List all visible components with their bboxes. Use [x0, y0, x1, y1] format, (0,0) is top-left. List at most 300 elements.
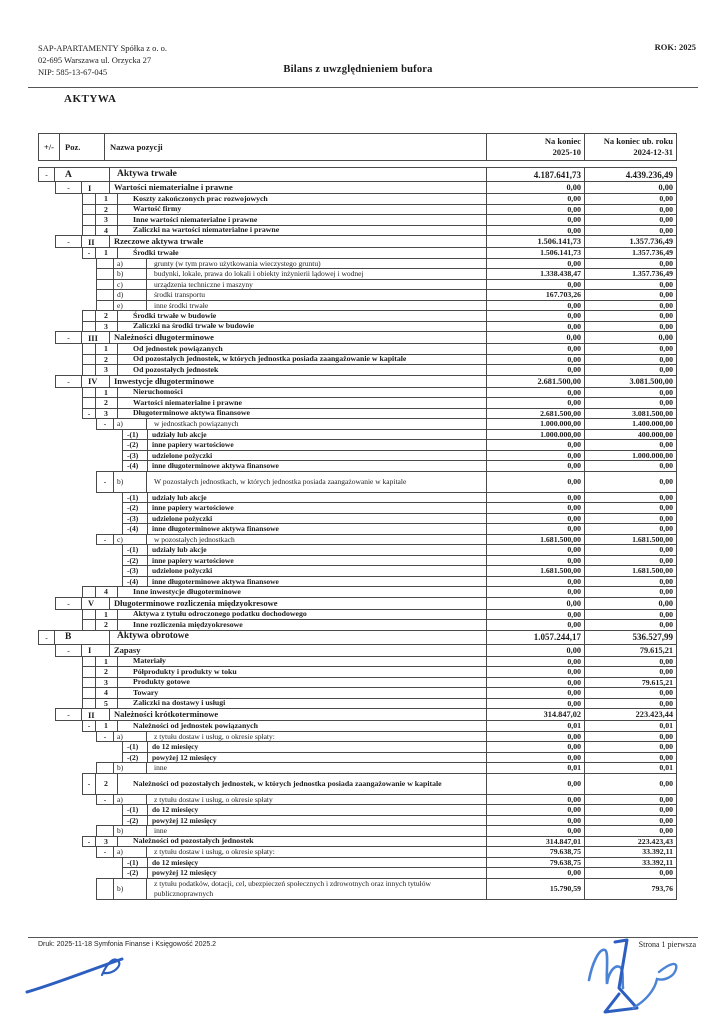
row-name-cell: Wartości niematerialne i prawne — [117, 397, 487, 409]
row-value-previous: 0,00 — [584, 460, 677, 472]
row-name-cell: inne długoterminowe aktywa finansowe — [147, 460, 487, 472]
signature-right-ink — [575, 938, 700, 1020]
row-marker-cell: - — [55, 644, 82, 657]
row-marker-cell: - — [55, 331, 82, 344]
row-label-cell: -(1) — [122, 429, 148, 441]
row-name-cell: z tytułu dostaw i usług, o okresie spłaty: — [146, 846, 487, 858]
row-value-current: 0,00 — [486, 397, 585, 409]
row-value-previous: 0,00 — [584, 687, 677, 699]
signature-left-ink — [22, 948, 162, 1000]
row-marker-cell: - — [38, 630, 55, 645]
row-label-cell: -(2) — [122, 752, 148, 764]
row-label-cell: b) — [113, 878, 147, 900]
row-marker-cell: - — [82, 247, 96, 259]
row-label-cell: e) — [113, 300, 147, 312]
row-name-cell: Należności krótkoterminowe — [109, 708, 487, 721]
row-value-current: 0,00 — [486, 214, 585, 226]
header-col-previous — [584, 133, 677, 161]
row-value-current: 0,00 — [486, 279, 585, 291]
row-value-current: 0,00 — [486, 544, 585, 556]
row-value-current: 0,00 — [486, 354, 585, 366]
row-label-cell: 2 — [95, 619, 118, 631]
row-value-current: 1.000.000,00 — [486, 429, 585, 441]
row-label-cell: 2 — [95, 354, 118, 366]
row-name-cell: inne długoterminowe aktywa finansowe — [147, 576, 487, 588]
row-label-cell: -(1) — [122, 544, 148, 556]
year-label: ROK: 2025 — [654, 42, 696, 52]
row-value-previous: 0,00 — [584, 214, 677, 226]
row-label-cell: c) — [113, 534, 147, 546]
row-marker-cell — [96, 878, 114, 900]
row-value-current: 79.638,75 — [486, 846, 585, 858]
row-value-previous: 4.439.236,49 — [584, 167, 677, 182]
row-name-cell: Rzeczowe aktywa trwałe — [109, 235, 487, 248]
row-name-cell: Długoterminowe aktywa finansowe — [117, 408, 487, 420]
row-marker-cell: - — [82, 773, 96, 795]
row-label-cell: 1 — [95, 720, 118, 732]
row-value-previous: 0,00 — [584, 300, 677, 312]
footer-print-info: Druk: 2025-11-18 Symfonia Finanse i Księgowość 2025.2 — [38, 941, 217, 948]
row-name-cell: w pozostałych jednostkach — [146, 534, 487, 546]
row-label-cell: I — [81, 181, 110, 194]
row-value-current: 314.847,01 — [486, 836, 585, 848]
row-name-cell: inne długoterminowe aktywa finansowe — [147, 523, 487, 535]
row-label-cell: 5 — [95, 698, 118, 710]
row-label-cell: d) — [113, 289, 147, 301]
row-name-cell: inne środki trwałe — [146, 300, 487, 312]
company-address: 02-695 Warszawa ul. Orzycka 27 — [38, 55, 152, 65]
row-marker-cell: - — [55, 597, 82, 610]
row-name-cell: Aktywa z tytułu odroczonego podatku dochodowego — [117, 609, 487, 621]
row-value-current: 0,00 — [486, 586, 585, 598]
row-value-current: 0,00 — [486, 597, 585, 610]
row-label-cell: -(1) — [122, 492, 148, 504]
row-name-cell: Aktywa trwałe — [109, 167, 487, 182]
footer-page-number: Strona 1 pierwsza — [638, 940, 696, 949]
row-value-previous: 0,00 — [584, 397, 677, 409]
row-name-cell: Należności długoterminowe — [109, 331, 487, 344]
row-value-current: 0,00 — [486, 656, 585, 668]
row-value-current: 0,00 — [486, 300, 585, 312]
row-value-current: 15.790,59 — [486, 878, 585, 900]
row-label-cell: -(2) — [122, 867, 148, 879]
row-value-current: 0,00 — [486, 450, 585, 462]
row-label-cell: b) — [113, 762, 147, 774]
row-value-previous: 0,00 — [584, 656, 677, 668]
row-value-previous: 0,01 — [584, 720, 677, 732]
row-marker-cell: - — [96, 534, 114, 546]
row-value-current: 0,00 — [486, 343, 585, 355]
row-value-previous: 536.527,99 — [584, 630, 677, 645]
row-name-cell: Wartość firmy — [117, 204, 487, 216]
row-value-previous: 0,00 — [584, 555, 677, 567]
row-value-previous: 0,00 — [584, 181, 677, 194]
row-label-cell: -(2) — [122, 502, 148, 514]
row-value-previous: 223.423,44 — [584, 708, 677, 721]
row-value-current: 0,00 — [486, 687, 585, 699]
row-label-cell: 3 — [95, 321, 118, 333]
row-value-previous: 0,00 — [584, 825, 677, 837]
row-label-cell: 2 — [95, 666, 118, 678]
row-value-previous: 0,00 — [584, 439, 677, 451]
row-value-previous: 0,00 — [584, 289, 677, 301]
row-name-cell: Długoterminowe rozliczenia międzyokresowe — [109, 597, 487, 610]
row-value-current: 1.681.500,00 — [486, 534, 585, 546]
row-label-cell: a) — [113, 846, 147, 858]
row-label-cell: 3 — [95, 364, 118, 376]
row-name-cell: Zaliczki na wartości niematerialne i prawne — [117, 225, 487, 237]
table-row — [38, 630, 677, 645]
table-row — [38, 773, 677, 795]
row-value-previous: 0,00 — [584, 773, 677, 795]
row-label-cell: -(1) — [122, 741, 148, 753]
row-value-previous: 0,00 — [584, 310, 677, 322]
row-value-current: 0,00 — [486, 804, 585, 816]
row-label-cell: a) — [113, 418, 147, 430]
row-label-cell: -(3) — [122, 513, 148, 525]
row-value-current: 0,00 — [486, 555, 585, 567]
row-value-previous: 0,00 — [584, 731, 677, 743]
row-label-cell: 2 — [95, 204, 118, 216]
row-label-cell: III — [81, 331, 110, 344]
row-label-cell: -(3) — [122, 450, 148, 462]
row-label-cell: -(4) — [122, 460, 148, 472]
row-label-cell: a) — [113, 731, 147, 743]
row-label-cell: -(1) — [122, 804, 148, 816]
row-name-cell: Półprodukty i produkty w toku — [117, 666, 487, 678]
row-value-current: 0,00 — [486, 815, 585, 827]
row-label-cell: II — [81, 235, 110, 248]
row-name-cell: z tytułu podatków, dotacji, cel, ubezpieczeń społecznych i zdrowotnych oraz innych tytułów publicznoprawnych — [146, 878, 487, 900]
row-name-cell: udzielone pożyczki — [147, 450, 487, 462]
row-value-previous: 223.423,43 — [584, 836, 677, 848]
row-label-cell: 1 — [95, 387, 118, 399]
row-label-cell: 4 — [95, 586, 118, 598]
row-name-cell: urządzenia techniczne i maszyny — [146, 279, 487, 291]
row-value-previous: 3.081.500,00 — [584, 375, 677, 388]
row-name-cell: Materiały — [117, 656, 487, 668]
row-value-previous: 0,00 — [584, 666, 677, 678]
row-label-cell: -(2) — [122, 815, 148, 827]
row-value-current: 0,00 — [486, 502, 585, 514]
row-label-cell: 1 — [95, 343, 118, 355]
row-value-current: 1.506.141,73 — [486, 247, 585, 259]
row-name-cell: Inne rozliczenia międzyokresowe — [117, 619, 487, 631]
row-value-current: 0,00 — [486, 258, 585, 270]
row-value-previous: 0,00 — [584, 471, 677, 493]
section-title-aktywa: AKTYWA — [64, 93, 117, 105]
row-label-cell: 4 — [95, 225, 118, 237]
header-col-current — [486, 133, 585, 161]
row-value-previous: 1.357.736,49 — [584, 235, 677, 248]
row-value-previous: 0,00 — [584, 321, 677, 333]
row-value-current: 2.681.500,00 — [486, 375, 585, 388]
row-value-previous: 0,00 — [584, 597, 677, 610]
row-marker-cell: - — [96, 471, 114, 493]
row-value-previous: 0,00 — [584, 513, 677, 525]
row-name-cell: powyżej 12 miesięcy — [147, 815, 487, 827]
row-value-previous: 0,00 — [584, 492, 677, 504]
row-value-previous: 0,00 — [584, 225, 677, 237]
row-name-cell: w jednostkach powiązanych — [146, 418, 487, 430]
table-header-row — [38, 133, 677, 161]
row-marker-cell: - — [55, 235, 82, 248]
row-label-cell: -(4) — [122, 576, 148, 588]
row-label-cell: 2 — [95, 773, 118, 795]
row-value-previous: 33.392,11 — [584, 846, 677, 858]
row-marker-cell: - — [96, 846, 114, 858]
row-name-cell: Środki trwałe — [117, 247, 487, 259]
row-value-current: 1.338.438,47 — [486, 268, 585, 280]
row-value-previous: 0,00 — [584, 193, 677, 205]
row-label-cell: 3 — [95, 214, 118, 226]
row-marker-cell: - — [82, 836, 96, 848]
table-row — [38, 471, 677, 493]
row-value-current: 2.681.500,00 — [486, 408, 585, 420]
row-value-current: 0,00 — [486, 310, 585, 322]
row-marker-cell: - — [55, 375, 82, 388]
row-label-cell: -(4) — [122, 523, 148, 535]
row-name-cell: Od pozostałych jednostek, w których jednostka posiada zaangażowanie w kapitale — [117, 354, 487, 366]
row-value-previous: 0,00 — [584, 804, 677, 816]
row-label-cell: A — [54, 167, 110, 182]
row-name-cell: inne papiery wartościowe — [147, 439, 487, 451]
row-value-previous: 0,00 — [584, 204, 677, 216]
row-label-cell: 1 — [95, 609, 118, 621]
report-title: Bilans z uwzględnieniem bufora — [283, 64, 433, 75]
row-value-current: 0,00 — [486, 867, 585, 879]
header-col-previous-line2: 2024-12-31 — [633, 147, 673, 157]
row-value-current: 0,00 — [486, 609, 585, 621]
row-value-current: 0,00 — [486, 698, 585, 710]
table-body — [38, 167, 677, 900]
row-value-previous: 1.681.500,00 — [584, 565, 677, 577]
row-name-cell: do 12 miesięcy — [147, 804, 487, 816]
row-value-previous: 793,76 — [584, 878, 677, 900]
row-name-cell: do 12 miesięcy — [147, 857, 487, 869]
row-name-cell: Środki trwałe w budowie — [117, 310, 487, 322]
row-name-cell: Produkty gotowe — [117, 677, 487, 689]
row-value-current: 0,00 — [486, 752, 585, 764]
row-label-cell: B — [54, 630, 110, 645]
row-value-current: 0,00 — [486, 825, 585, 837]
row-marker-cell: - — [55, 181, 82, 194]
row-marker-cell: - — [82, 720, 96, 732]
header-name: Nazwa pozycji — [104, 133, 487, 161]
row-name-cell: Towary — [117, 687, 487, 699]
row-label-cell: I — [81, 644, 110, 657]
row-value-current: 0,00 — [486, 204, 585, 216]
row-label-cell: b) — [113, 471, 147, 493]
row-marker-cell: - — [96, 418, 114, 430]
row-label-cell: 3 — [95, 836, 118, 848]
row-value-previous: 0,00 — [584, 698, 677, 710]
row-value-previous: 0,00 — [584, 331, 677, 344]
row-name-cell: Zaliczki na środki trwałe w budowie — [117, 321, 487, 333]
row-value-previous: 0,00 — [584, 586, 677, 598]
row-name-cell: inne papiery wartościowe — [147, 502, 487, 514]
table-row — [38, 878, 677, 900]
row-name-cell: środki transportu — [146, 289, 487, 301]
row-value-previous: 0,00 — [584, 867, 677, 879]
row-name-cell: udziały lub akcje — [147, 429, 487, 441]
row-label-cell: 1 — [95, 193, 118, 205]
row-value-previous: 1.000.000,00 — [584, 450, 677, 462]
row-value-current: 0,00 — [486, 439, 585, 451]
header-plus-minus: +/- — [38, 133, 60, 161]
row-value-previous: 0,00 — [584, 387, 677, 399]
row-value-current: 0,00 — [486, 492, 585, 504]
row-label-cell: 1 — [95, 247, 118, 259]
header-col-previous-line1: Na koniec ub. roku — [603, 136, 673, 146]
row-value-current: 0,00 — [486, 666, 585, 678]
row-value-current: 0,00 — [486, 225, 585, 237]
row-value-current: 0,00 — [486, 576, 585, 588]
row-value-previous: 0,00 — [584, 794, 677, 806]
row-value-previous: 400.000,00 — [584, 429, 677, 441]
row-value-current: 0,00 — [486, 644, 585, 657]
row-value-previous: 0,01 — [584, 762, 677, 774]
row-name-cell: Nieruchomości — [117, 387, 487, 399]
row-value-previous: 0,00 — [584, 815, 677, 827]
row-value-previous: 79.615,21 — [584, 644, 677, 657]
row-value-current: 0,00 — [486, 773, 585, 795]
row-name-cell: inne — [146, 762, 487, 774]
row-value-previous: 1.400.000,00 — [584, 418, 677, 430]
company-nip: NIP: 585-13-67-045 — [38, 67, 108, 77]
row-value-previous: 0,00 — [584, 741, 677, 753]
row-value-previous: 1.357.736,49 — [584, 247, 677, 259]
row-marker-cell: - — [38, 167, 55, 182]
row-name-cell: Inne wartości niematerialne i prawne — [117, 214, 487, 226]
row-name-cell: z tytułu dostaw i usług, o okresie spłaty: — [146, 731, 487, 743]
row-value-current: 0,01 — [486, 720, 585, 732]
row-value-previous: 0,00 — [584, 523, 677, 535]
row-value-previous: 0,00 — [584, 502, 677, 514]
row-value-previous: 33.392,11 — [584, 857, 677, 869]
balance-table — [38, 133, 677, 900]
row-marker-cell: - — [82, 408, 96, 420]
row-label-cell: c) — [113, 279, 147, 291]
row-marker-cell: - — [96, 731, 114, 743]
row-value-current: 0,00 — [486, 331, 585, 344]
row-value-previous: 0,00 — [584, 576, 677, 588]
row-name-cell: Należności od jednostek powiązanych — [117, 720, 487, 732]
row-name-cell: grunty (w tym prawo użytkowania wieczystego gruntu) — [146, 258, 487, 270]
row-value-current: 1.681.500,00 — [486, 565, 585, 577]
row-value-previous: 0,00 — [584, 752, 677, 764]
row-name-cell: Zapasy — [109, 644, 487, 657]
row-label-cell: a) — [113, 794, 147, 806]
row-value-current: 1.000.000,00 — [486, 418, 585, 430]
row-name-cell: Zaliczki na dostawy i usługi — [117, 698, 487, 710]
row-name-cell: powyżej 12 miesięcy — [147, 867, 487, 879]
row-name-cell: Aktywa obrotowe — [109, 630, 487, 645]
row-name-cell: z tytułu dostaw i usług, o okresie spłaty — [146, 794, 487, 806]
row-label-cell: a) — [113, 258, 147, 270]
row-value-current: 1.506.141,73 — [486, 235, 585, 248]
row-value-current: 314.847,02 — [486, 708, 585, 721]
header-col-current-line1: Na koniec — [544, 136, 581, 146]
header-divider — [28, 87, 698, 88]
row-name-cell: Inwestycje długoterminowe — [109, 375, 487, 388]
row-value-previous: 79.615,21 — [584, 677, 677, 689]
row-name-cell: udziały lub akcje — [147, 492, 487, 504]
row-value-current: 1.057.244,17 — [486, 630, 585, 645]
row-value-previous: 0,00 — [584, 619, 677, 631]
row-value-current: 0,00 — [486, 321, 585, 333]
row-value-previous: 3.081.500,00 — [584, 408, 677, 420]
row-value-current: 167.703,26 — [486, 289, 585, 301]
row-label-cell: 2 — [95, 397, 118, 409]
row-label-cell: 3 — [95, 408, 118, 420]
row-value-previous: 0,00 — [584, 279, 677, 291]
row-value-previous: 0,00 — [584, 544, 677, 556]
row-marker-cell: - — [96, 794, 114, 806]
row-value-current: 0,00 — [486, 741, 585, 753]
row-name-cell: W pozostałych jednostkach, w których jednostka posiada zaangażowanie w kapitale — [146, 471, 487, 493]
row-label-cell: IV — [81, 375, 110, 388]
row-value-current: 0,00 — [486, 181, 585, 194]
row-label-cell: b) — [113, 825, 147, 837]
row-label-cell: 3 — [95, 677, 118, 689]
row-value-current: 4.187.641,73 — [486, 167, 585, 182]
row-value-current: 0,00 — [486, 513, 585, 525]
row-value-current: 0,00 — [486, 387, 585, 399]
row-value-current: 0,00 — [486, 364, 585, 376]
row-name-cell: Inne inwestycje długoterminowe — [117, 586, 487, 598]
row-value-current: 79.638,75 — [486, 857, 585, 869]
row-value-previous: 0,00 — [584, 609, 677, 621]
row-name-cell: inne — [146, 825, 487, 837]
row-value-previous: 1.357.736,49 — [584, 268, 677, 280]
row-value-previous: 0,00 — [584, 343, 677, 355]
row-marker-cell: - — [55, 708, 82, 721]
row-value-previous: 1.681.500,00 — [584, 534, 677, 546]
row-label-cell: V — [81, 597, 110, 610]
row-value-current: 0,00 — [486, 523, 585, 535]
row-label-cell: 2 — [95, 310, 118, 322]
row-value-previous: 0,00 — [584, 364, 677, 376]
row-name-cell: Od jednostek powiązanych — [117, 343, 487, 355]
row-value-current: 0,00 — [486, 794, 585, 806]
table-row — [38, 167, 677, 182]
row-value-current: 0,00 — [486, 460, 585, 472]
row-label-cell: -(3) — [122, 565, 148, 577]
header-col-current-line2: 2025-10 — [552, 147, 581, 157]
row-value-current: 0,01 — [486, 762, 585, 774]
row-value-current: 0,00 — [486, 619, 585, 631]
row-name-cell: Wartości niematerialne i prawne — [109, 181, 487, 194]
row-label-cell: 4 — [95, 687, 118, 699]
row-name-cell: Koszty zakończonych prac rozwojowych — [117, 193, 487, 205]
row-name-cell: Należności od pozostałych jednostek — [117, 836, 487, 848]
company-name: SAP-APARTAMENTY Spółka z o. o. — [38, 43, 167, 53]
row-value-current: 0,00 — [486, 677, 585, 689]
row-name-cell: do 12 miesięcy — [147, 741, 487, 753]
row-name-cell: Należności od pozostałych jednostek, w których jednostka posiada zaangażowanie w kapitale — [117, 773, 487, 795]
row-value-current: 0,00 — [486, 193, 585, 205]
row-label-cell: -(1) — [122, 857, 148, 869]
row-label-cell: 1 — [95, 656, 118, 668]
header-poz: Poz. — [59, 133, 105, 161]
row-name-cell: budynki, lokale, prawa do lokali i obiekty inżynierii lądowej i wodnej — [146, 268, 487, 280]
row-value-current: 0,00 — [486, 731, 585, 743]
row-value-previous: 0,00 — [584, 354, 677, 366]
row-label-cell: -(2) — [122, 555, 148, 567]
row-name-cell: powyżej 12 miesięcy — [147, 752, 487, 764]
row-label-cell: II — [81, 708, 110, 721]
